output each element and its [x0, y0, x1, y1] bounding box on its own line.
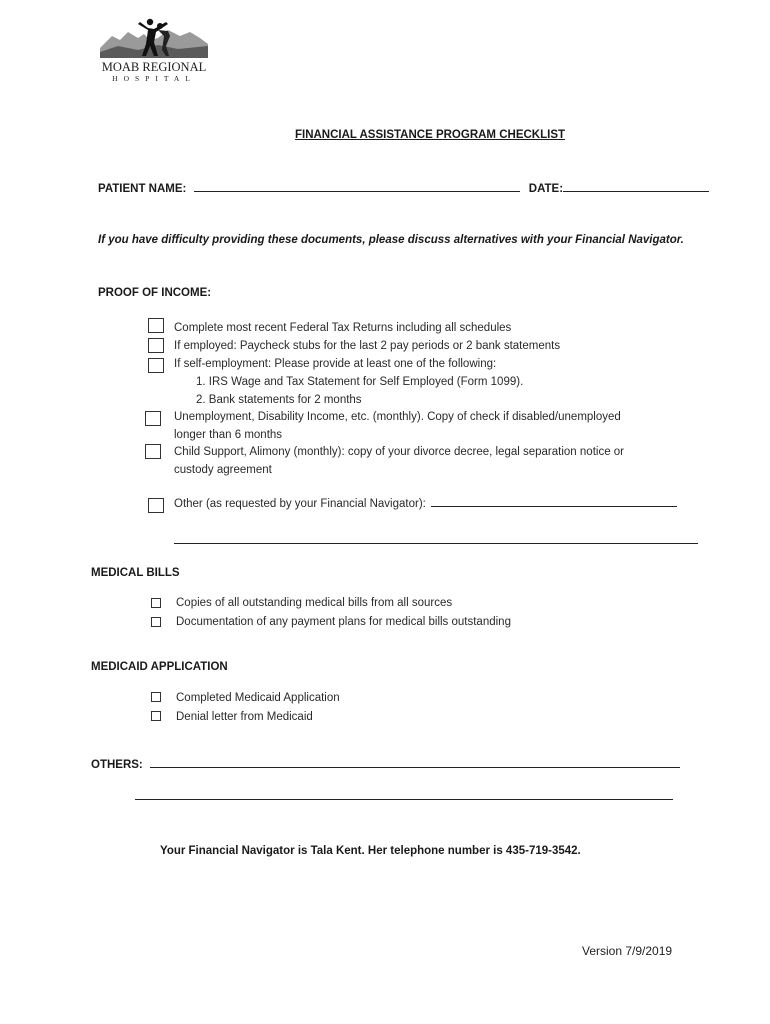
medical-bills-heading: MEDICAL BILLS — [91, 567, 180, 579]
checkbox-self-employment[interactable] — [148, 358, 164, 373]
list-item: custody agreement — [174, 464, 272, 476]
list-item: 2. Bank statements for 2 months — [196, 394, 362, 406]
list-item: Copies of all outstanding medical bills from all sources — [176, 597, 453, 609]
list-item: Denial letter from Medicaid — [176, 711, 313, 723]
list-item: longer than 6 months — [174, 429, 283, 441]
checkbox-medicaid-application[interactable] — [151, 692, 161, 702]
list-item: Completed Medicaid Application — [176, 692, 340, 704]
list-item: Complete most recent Federal Tax Returns including all schedules — [174, 322, 512, 334]
other-row — [174, 495, 677, 513]
list-item: 1. IRS Wage and Tax Statement for Self Employed (Form 1099). — [196, 376, 524, 388]
patient-name-row — [98, 181, 709, 195]
others-row — [91, 757, 680, 771]
checkbox-other[interactable] — [148, 498, 164, 513]
list-item: Documentation of any payment plans for medical bills outstanding — [176, 616, 511, 628]
others-field[interactable] — [150, 757, 680, 768]
list-item: Unemployment, Disability Income, etc. (monthly). Copy of check if disabled/unemployed — [174, 411, 621, 423]
patient-name-field[interactable] — [194, 181, 520, 192]
checkbox-payment-plans[interactable] — [151, 617, 161, 627]
medicaid-heading: MEDICAID APPLICATION — [91, 661, 228, 673]
other-label: Other (as requested by your Financial Navigator): — [174, 498, 426, 510]
checkbox-paycheck[interactable] — [148, 338, 164, 353]
others-field-line-2[interactable] — [135, 789, 673, 800]
checkbox-child-support[interactable] — [145, 444, 161, 459]
list-item: Child Support, Alimony (monthly): copy of your divorce decree, legal separation notice or — [174, 446, 625, 458]
other-field-line-2[interactable] — [174, 533, 698, 544]
version-label: Version 7/9/2019 — [582, 944, 673, 958]
checkbox-tax-returns[interactable] — [148, 318, 164, 333]
logo-subtitle: HOSPITAL — [112, 74, 196, 83]
checkbox-unemployment[interactable] — [145, 411, 161, 426]
date-field[interactable] — [563, 181, 709, 192]
other-field[interactable] — [431, 496, 677, 507]
page-title: FINANCIAL ASSISTANCE PROGRAM CHECKLIST — [294, 129, 566, 141]
patient-name-label: PATIENT NAME: — [98, 183, 187, 195]
logo-name: MOAB REGIONAL — [101, 60, 207, 74]
proof-of-income-heading: PROOF OF INCOME: — [98, 287, 212, 299]
list-item: If self-employment: Please provide at least one of the following: — [174, 358, 497, 370]
checkbox-medical-bills[interactable] — [151, 598, 161, 608]
others-label: OTHERS: — [91, 759, 143, 771]
list-item: If employed: Paycheck stubs for the last 2 pay periods or 2 bank statements — [174, 340, 561, 352]
hospital-logo-icon — [98, 18, 210, 62]
checkbox-medicaid-denial[interactable] — [151, 711, 161, 721]
notice-text: If you have difficulty providing these documents, please discuss alternatives with your Financial Navigator. — [98, 234, 684, 246]
navigator-contact: Your Financial Navigator is Tala Kent. Her telephone number is 435-719-3542. — [160, 845, 581, 857]
date-label: DATE: — [528, 183, 564, 195]
